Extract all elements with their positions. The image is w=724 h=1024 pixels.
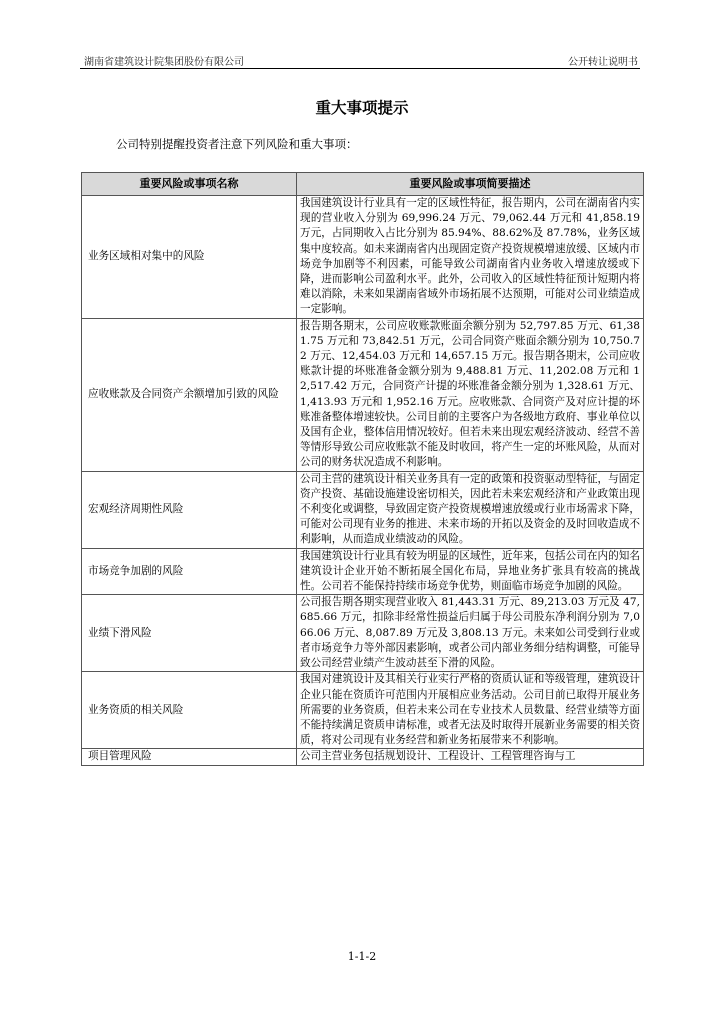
table-row	[82, 672, 644, 749]
risk-name: 业绩下滑风险	[82, 595, 297, 672]
risk-name: 项目管理风险	[82, 749, 297, 765]
table-row	[82, 471, 644, 548]
header-risk-desc: 重要风险或事项简要描述	[297, 173, 644, 196]
intro-text: 公司特别提醒投资者注意下列风险和重大事项：	[116, 137, 358, 151]
risk-desc: 公司主营业务包括规划设计、工程设计、工程管理咨询与工	[297, 749, 644, 765]
header-company: 湖南省建筑设计院集团股份有限公司	[84, 57, 244, 68]
table-row	[82, 196, 644, 319]
risk-name: 业务资质的相关风险	[82, 672, 297, 749]
risk-name: 市场竞争加剧的风险	[82, 548, 297, 595]
risk-desc: 我国对建筑设计及其相关行业实行严格的资质认证和等级管理，建筑设计企业只能在资质许可范围内开展相应业务活动。公司目前已取得开展业务所需要的业务资质，但若未来公司在专业技术人员数量、经营业绩等方面不能持续满足资质申请标准，或者无法及时取得开展新业务需要的相关资质，将对公司现有业务经营和新业务拓展带来不利影响。	[297, 672, 644, 749]
risk-name: 业务区域相对集中的风险	[82, 196, 297, 319]
risk-desc: 我国建筑设计行业具有较为明显的区域性，近年来，包括公司在内的知名建筑设计企业开始不断拓展全国化布局，异地业务扩张具有较高的挑战性。公司若不能保持持续市场竞争优势，则面临市场竞争加剧的风险。	[297, 548, 644, 595]
header-doc-type: 公开转让说明书	[568, 57, 638, 68]
page-number: 1-1-2	[347, 950, 377, 963]
page-title: 重大事项提示	[315, 99, 409, 117]
risk-desc: 我国建筑设计行业具有一定的区域性特征，报告期内，公司在湖南省内实现的营业收入分别为 69,996.24 万元、79,062.44 万元和 41,858.19 万元，占同期收入占比分别为 85.94%、88.62%及 87.78%，业务区域集中度较高。如未来湖南省内出现固定资产投资规模增速放缓、区域内市场竞争加剧等不利因素，可能导致公司湖南省内业务收入增速放缓或下降，进而影响公司盈利水平。此外，公司收入的区域性特征预计短期内将难以消除，未来如果湖南省域外市场拓展不达预期，可能对公司业绩造成一定影响。	[297, 196, 644, 319]
risk-desc: 报告期各期末，公司应收账款账面余额分别为 52,797.85 万元、61,381.75 万元和 73,842.51 万元，公司合同资产账面余额分别为 10,750.72 万元、12,454.03 万元和 14,657.15 万元。报告期各期末，公司应收账款计提的坏账准备金额分别为 9,488.81 万元、11,202.08 万元和 12,517.42 万元，合同资产计提的坏账准备金额分别为 1,328.61 万元、1,413.93 万元和 1,952.16 万元。应收账款、合同资产及对应计提的坏账准备整体增速较快。公司目前的主要客户为各级地方政府、事业单位以及国有企业，整体信用情况较好。但若未来出现宏观经济波动、经营不善等情形导致公司应收账款不能及时收回，将产生一定的坏账风险，从而对公司的财务状况造成不利影响。	[297, 318, 644, 471]
page-header	[80, 50, 640, 69]
risk-desc: 公司主营的建筑设计相关业务具有一定的政策和投资驱动型特征，与固定资产投资、基础设施建设密切相关，因此若未来宏观经济和产业政策出现不利变化或调整，导致固定资产投资规模增速放缓或行业市场需求下降，可能对公司现有业务的推进、未来市场的开拓以及资金的及时回收造成不利影响，从而造成业绩波动的风险。	[297, 471, 644, 548]
table-row	[82, 548, 644, 595]
table-row	[82, 318, 644, 471]
table-row	[82, 749, 644, 765]
risk-desc: 公司报告期各期实现营业收入 81,443.31 万元、89,213.03 万元及 47,685.66 万元，扣除非经常性损益后归属于母公司股东净利润分别为 7,066.06 万元、8,087.89 万元及 3,808.13 万元。未来如公司受到行业或者市场竞争力等外部因素影响，或者公司内部业务细分结构调整，可能导致公司经营业绩产生波动甚至下滑的风险。	[297, 595, 644, 672]
risk-name: 宏观经济周期性风险	[82, 471, 297, 548]
risk-name: 应收账款及合同资产余额增加引致的风险	[82, 318, 297, 471]
risk-table	[81, 172, 644, 766]
header-risk-name: 重要风险或事项名称	[82, 173, 297, 196]
table-header-row	[82, 173, 644, 196]
table-row	[82, 595, 644, 672]
